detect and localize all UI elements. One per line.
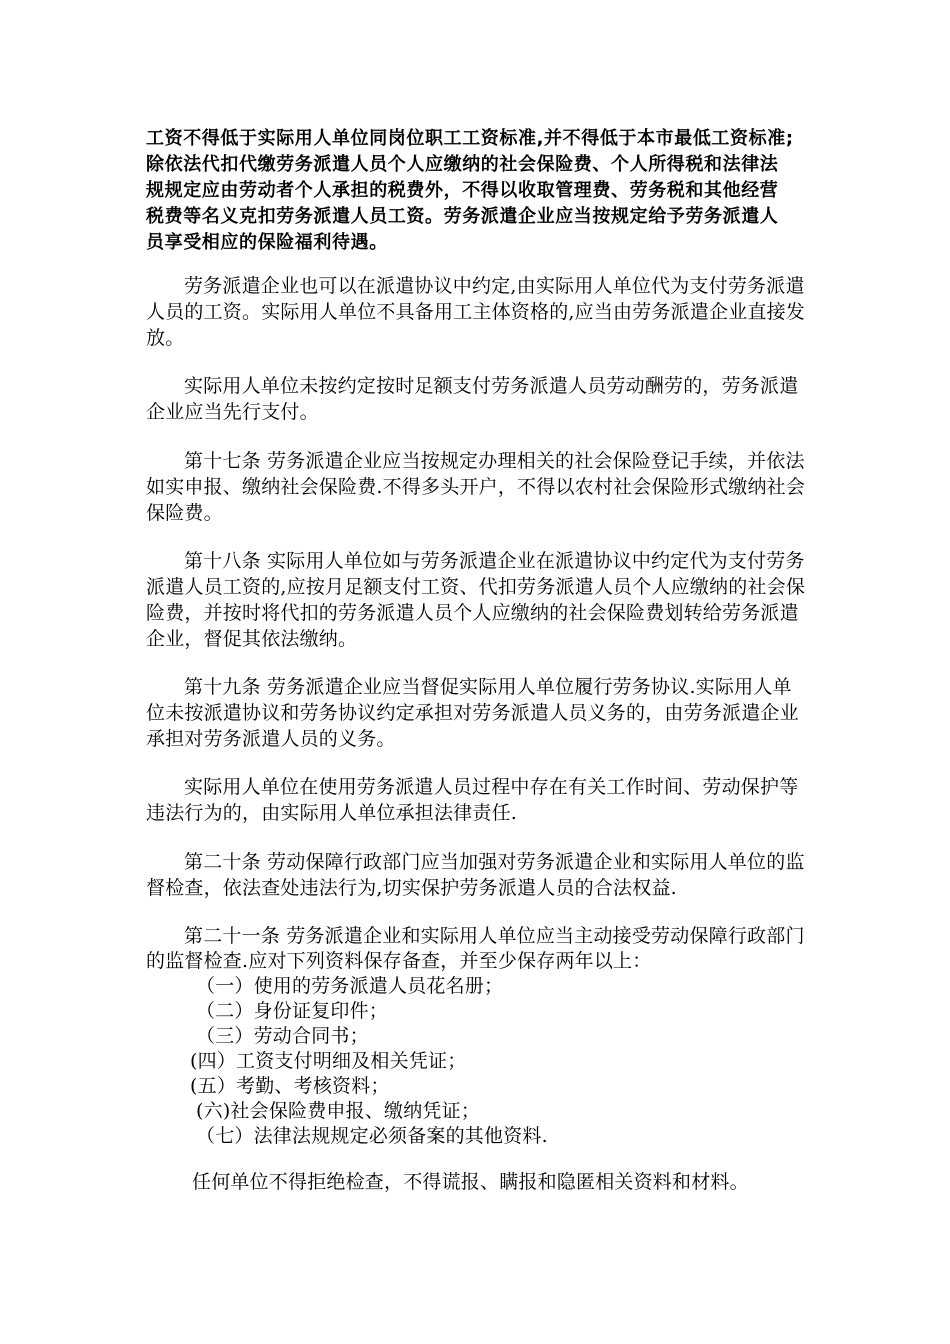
article-19-line: 承担对劳务派遣人员的义务。 xyxy=(146,728,396,750)
list-item: （七）法律法规规定必须备案的其他资料. xyxy=(196,1125,548,1147)
article-18-line: 企业，督促其依法缴纳。 xyxy=(146,628,358,650)
paragraph-line: 企业应当先行支付。 xyxy=(146,401,319,423)
paragraph-line: 实际用人单位未按约定按时足额支付劳务派遣人员劳动酬劳的，劳务派遣 xyxy=(184,375,799,397)
article-20-line: 督检查，依法查处违法行为,切实保护劳务派遣人员的合法权益. xyxy=(146,877,677,899)
article-18-line: 险费，并按时将代扣的劳务派遣人员个人应缴纳的社会保险费划转给劳务派遣 xyxy=(146,602,799,624)
article-17-line: 如实申报、缴纳社会保险费.不得多头开户，不得以农村社会保险形式缴纳社会 xyxy=(146,476,806,498)
article-18-line: 派遣人员工资的,应按月足额支付工资、代扣劳务派遣人员个人应缴纳的社会保 xyxy=(146,576,806,598)
list-item: （一）使用的劳务派遣人员花名册； xyxy=(196,975,504,997)
paragraph-line: 放。 xyxy=(146,327,185,349)
bold-line: 税费等名义克扣劳务派遣人员工资。劳务派遣企业应当按规定给予劳务派遣人 xyxy=(146,206,779,227)
article-20-line: 第二十条 劳动保障行政部门应当加强对劳务派遣企业和实际用人单位的监 xyxy=(184,851,805,873)
paragraph-line: 劳务派遣企业也可以在派遣协议中约定,由实际用人单位代为支付劳务派遣 xyxy=(184,275,805,297)
paragraph-line: 实际用人单位在使用劳务派遣人员过程中存在有关工作时间、劳动保护等 xyxy=(184,776,799,798)
article-21-line: 的监督检查.应对下列资料保存备查，并至少保存两年以上： xyxy=(146,950,652,972)
bold-line: 除依法代扣代缴劳务派遣人员个人应缴纳的社会保险费、个人所得税和法律法 xyxy=(146,154,779,175)
list-item: (五）考勤、考核资料； xyxy=(190,1075,390,1097)
list-item: （三）劳动合同书； xyxy=(196,1025,369,1047)
article-21-line: 第二十一条 劳务派遣企业和实际用人单位应当主动接受劳动保障行政部门 xyxy=(184,925,805,947)
paragraph-line: 人员的工资。实际用人单位不具备用工主体资格的,应当由劳务派遣企业直接发 xyxy=(146,301,806,323)
list-item: （二）身份证复印件； xyxy=(196,1000,389,1022)
article-17-line: 第十七条 劳务派遣企业应当按规定办理相关的社会保险登记手续，并依法 xyxy=(184,450,805,472)
bold-line: 规规定应由劳动者个人承担的税费外，不得以收取管理费、劳务税和其他经营 xyxy=(146,180,779,201)
list-item: (六)社会保险费申报、缴纳凭证； xyxy=(196,1100,481,1122)
article-19-line: 位未按派遣协议和劳务协议约定承担对劳务派遣人员义务的，由劳务派遣企业 xyxy=(146,702,799,724)
paragraph-line: 违法行为的，由实际用人单位承担法律责任. xyxy=(146,802,518,824)
article-19-line: 第十九条 劳务派遣企业应当督促实际用人单位履行劳务协议.实际用人单 xyxy=(184,676,792,698)
bold-line: 员享受相应的保险福利待遇。 xyxy=(146,232,388,253)
bold-line: 工资不得低于实际用人单位同岗位职工工资标准,并不得低于本市最低工资标准; xyxy=(146,128,794,149)
closing-line: 任何单位不得拒绝检查，不得谎报、瞒报和隐匿相关资料和材料。 xyxy=(192,1171,749,1193)
list-item: (四）工资支付明细及相关凭证； xyxy=(190,1050,467,1072)
article-18-line: 第十八条 实际用人单位如与劳务派遣企业在派遣协议中约定代为支付劳务 xyxy=(184,550,805,572)
article-17-line: 保险费。 xyxy=(146,502,223,524)
